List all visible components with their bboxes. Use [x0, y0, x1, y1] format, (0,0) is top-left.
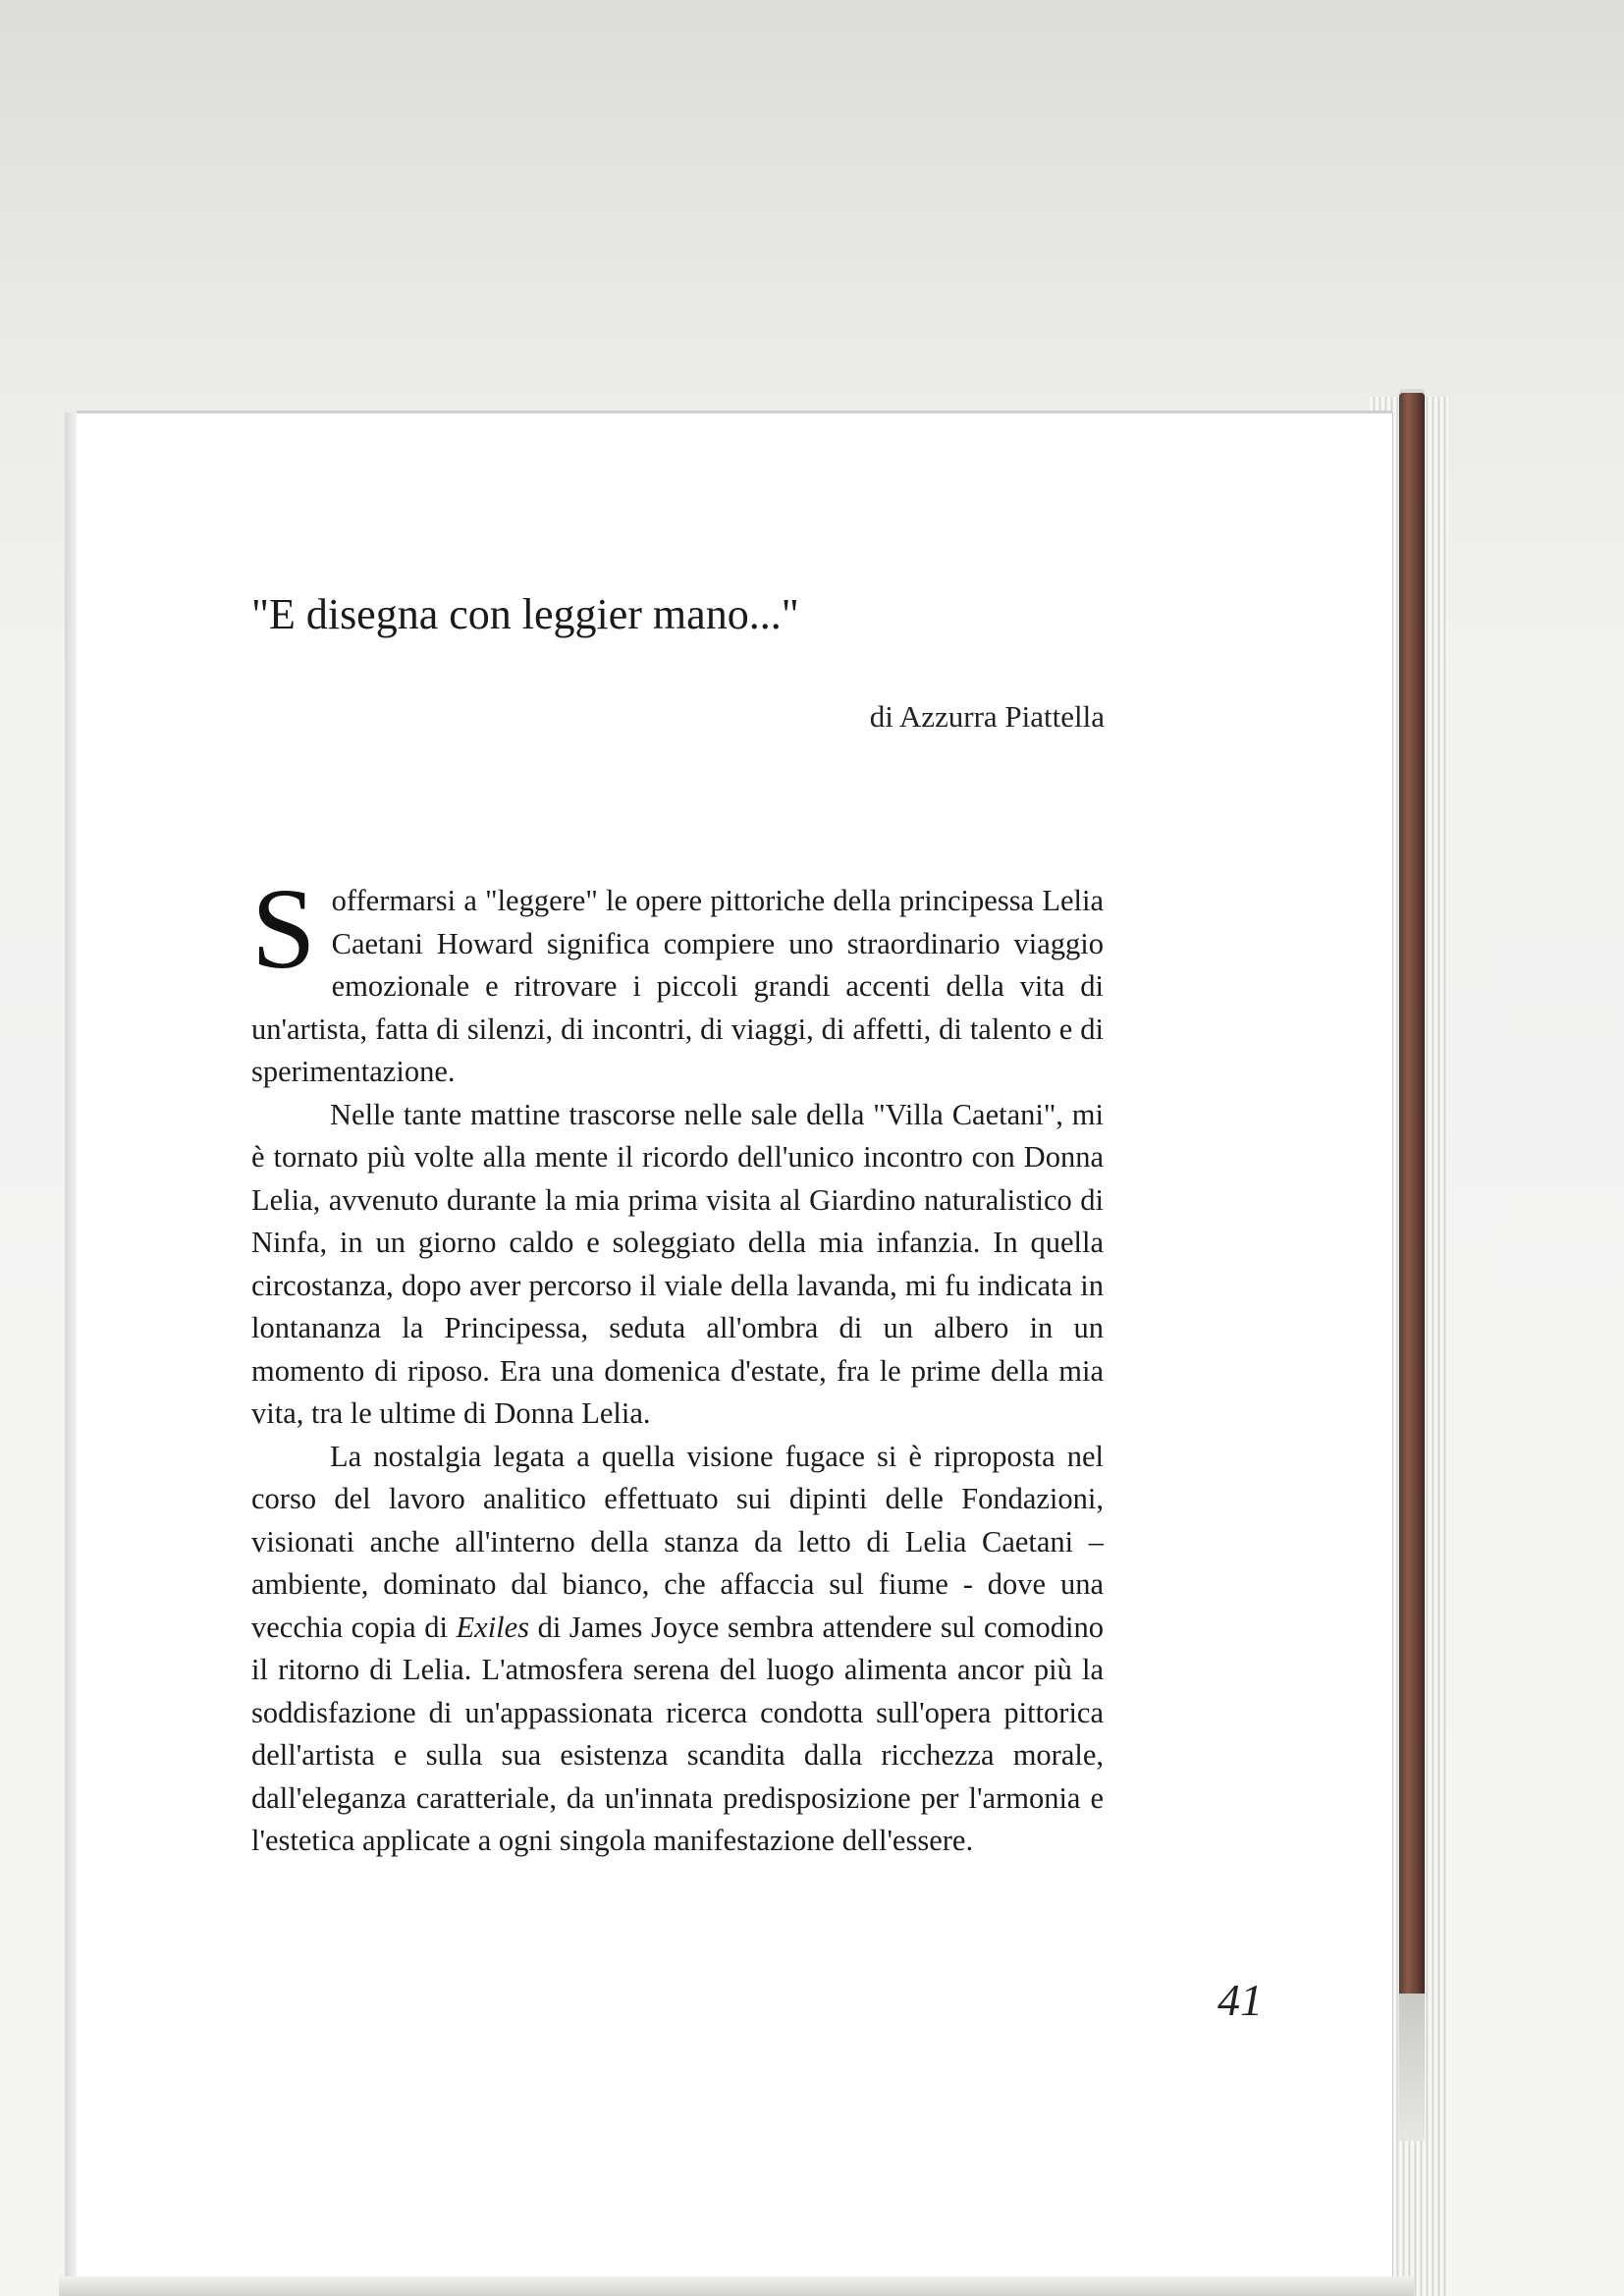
paragraph-2: Nelle tante mattine trascorse nelle sale della "Villa Caetani", mi è tornato più volte alla mente il ricordo dell'unico incontro con Donna Lelia, avvenuto durante la mia prima visita al Giardino naturalistico di Ninfa, in un giorno caldo e soleggiato della mia infanzia. In quella circostanza, dopo aver percorso il viale della lavanda, mi fu indicata in lontananza la Principessa, seduta all'ombra di un albero in un momento di riposo. Era una domenica d'estate, fra le prime della mia vita, tra le ultime di Donna Lelia.: [251, 1097, 1104, 1430]
page-number: 41: [1218, 1975, 1263, 2025]
paragraph-3: [251, 1436, 1104, 1863]
paragraph-3-text-end: di James Joyce sembra attendere sul comodino il ritorno di Lelia. L'atmosfera serena del luogo alimenta ancor più la soddisfazione di un'appassionata ricerca condotta sull'opera pittorica dell'artista e sulla sua esistenza scandita dalla ricchezza morale, dall'eleganza caratteriale, da un'innata predisposizione per l'armonia e l'estetica applicate a ogni singola manifestazione dell'essere.: [251, 1610, 1104, 1857]
paragraph-1-text: offermarsi a "leggere" le opere pittoriche della principessa Lelia Caetani Howard significa compiere uno straordinario viaggio emozionale e ritrovare i piccoli grandi accenti della vita di un'artista, fatta di silenzi, di incontri, di viaggi, di affetti, di talento e di sperimentazione.: [251, 884, 1104, 1088]
paragraph-3-text-start: La nostalgia legata a quella visione fugace si è riproposta nel corso del lavoro analitico effettuato sui dipinti delle Fondazioni, visionati anche all'interno della stanza da letto di Lelia Caetani – ambiente, dominato dal bianco, che affaccia sul fiume - dove una vecchia copia di: [251, 1439, 1104, 1644]
book-fore-edge: [1399, 393, 1425, 2003]
page-bottom-edge: [59, 2276, 1414, 2296]
article-body: [251, 864, 1104, 1863]
article-title: "E disegna con leggier mano...": [251, 590, 799, 638]
article-author: di Azzurra Piattella: [869, 699, 1105, 734]
page-top-edge: [77, 410, 1392, 413]
paragraph-1: [251, 864, 1104, 1094]
drop-cap: S: [251, 864, 316, 993]
book-title-exiles: Exiles: [456, 1610, 530, 1644]
spine-cap-bottom: [1399, 1994, 1425, 2141]
